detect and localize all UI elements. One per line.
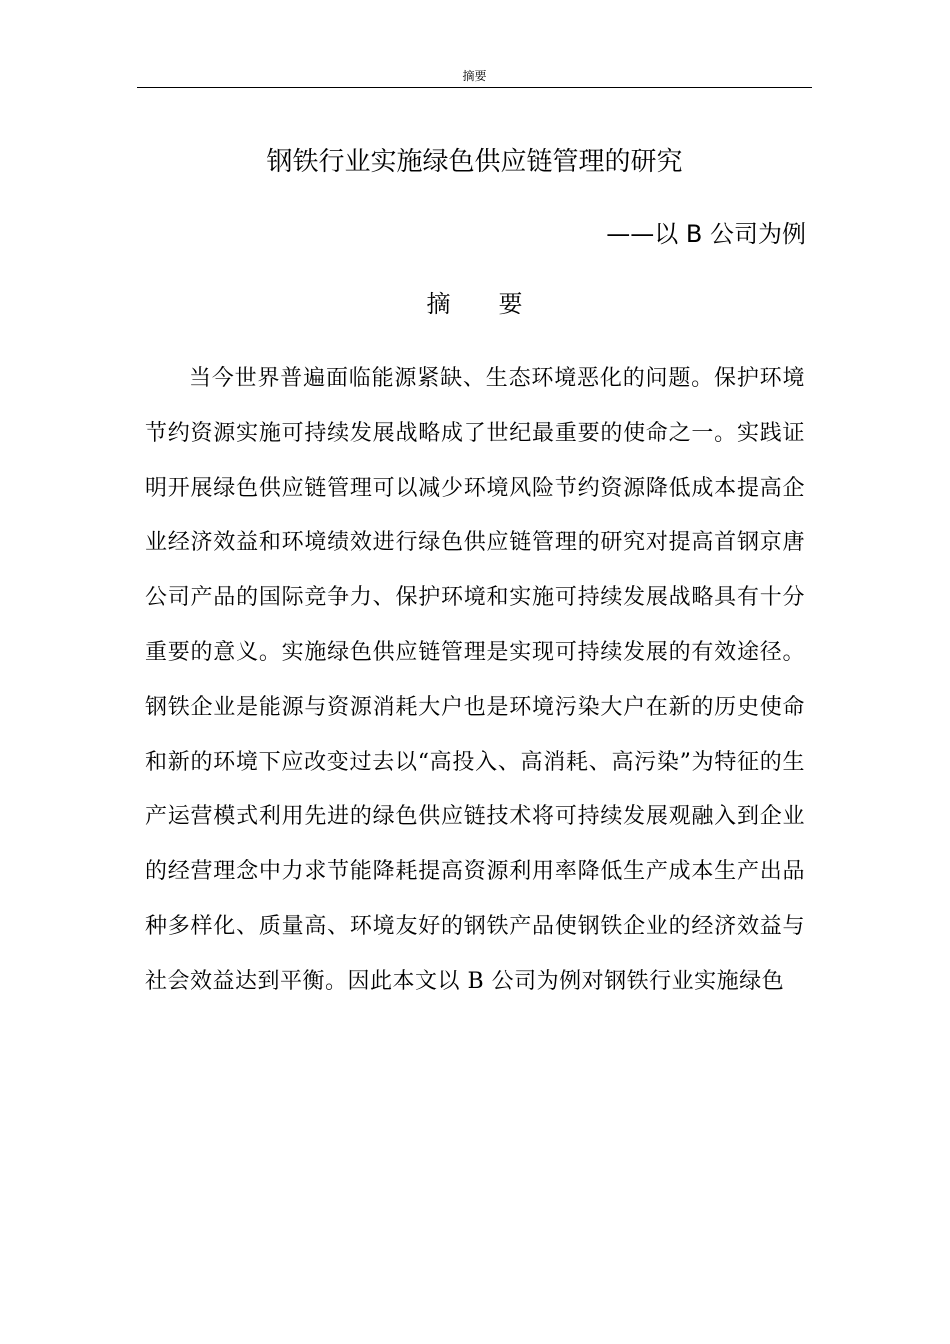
page-header: 摘要 (137, 66, 812, 88)
abstract-heading: 摘要 (426, 290, 571, 318)
document-subtitle: ——以 B 公司为例 (606, 220, 806, 248)
abstract-body: 当今世界普遍面临能源紧缺、生态环境恶化的问题。保护环境节约资源实施可持续发展战略成了世纪最重要的使命之一。实践证明开展绿色供应链管理可以减少环境风险节约资源降低成本提高企业经济效益和环境绩效进行绿色供应链管理的研究对提高首钢京唐公司产品的国际竞争力、保护环境和实施可持续发展战略具有十分重要的意义。实施绿色供应链管理是实现可持续发展的有效途径。钢铁企业是能源与资源消耗大户也是环境污染大户在新的历史使命和新的环境下应改变过去以“高投入、高消耗、高污染”为特征的生产运营模式利用先进的绿色供应链技术将可持续发展观融入到企业的经营理念中力求节能降耗提高资源利用率降低生产成本生产出品种多样化、质量高、环境友好的钢铁产品使钢铁企业的经济效益与社会效益达到平衡。因此本文以 B 公司为例对钢铁行业实施绿色 (145, 366, 805, 994)
document-title: 钢铁行业实施绿色供应链管理的研究 (266, 147, 683, 177)
